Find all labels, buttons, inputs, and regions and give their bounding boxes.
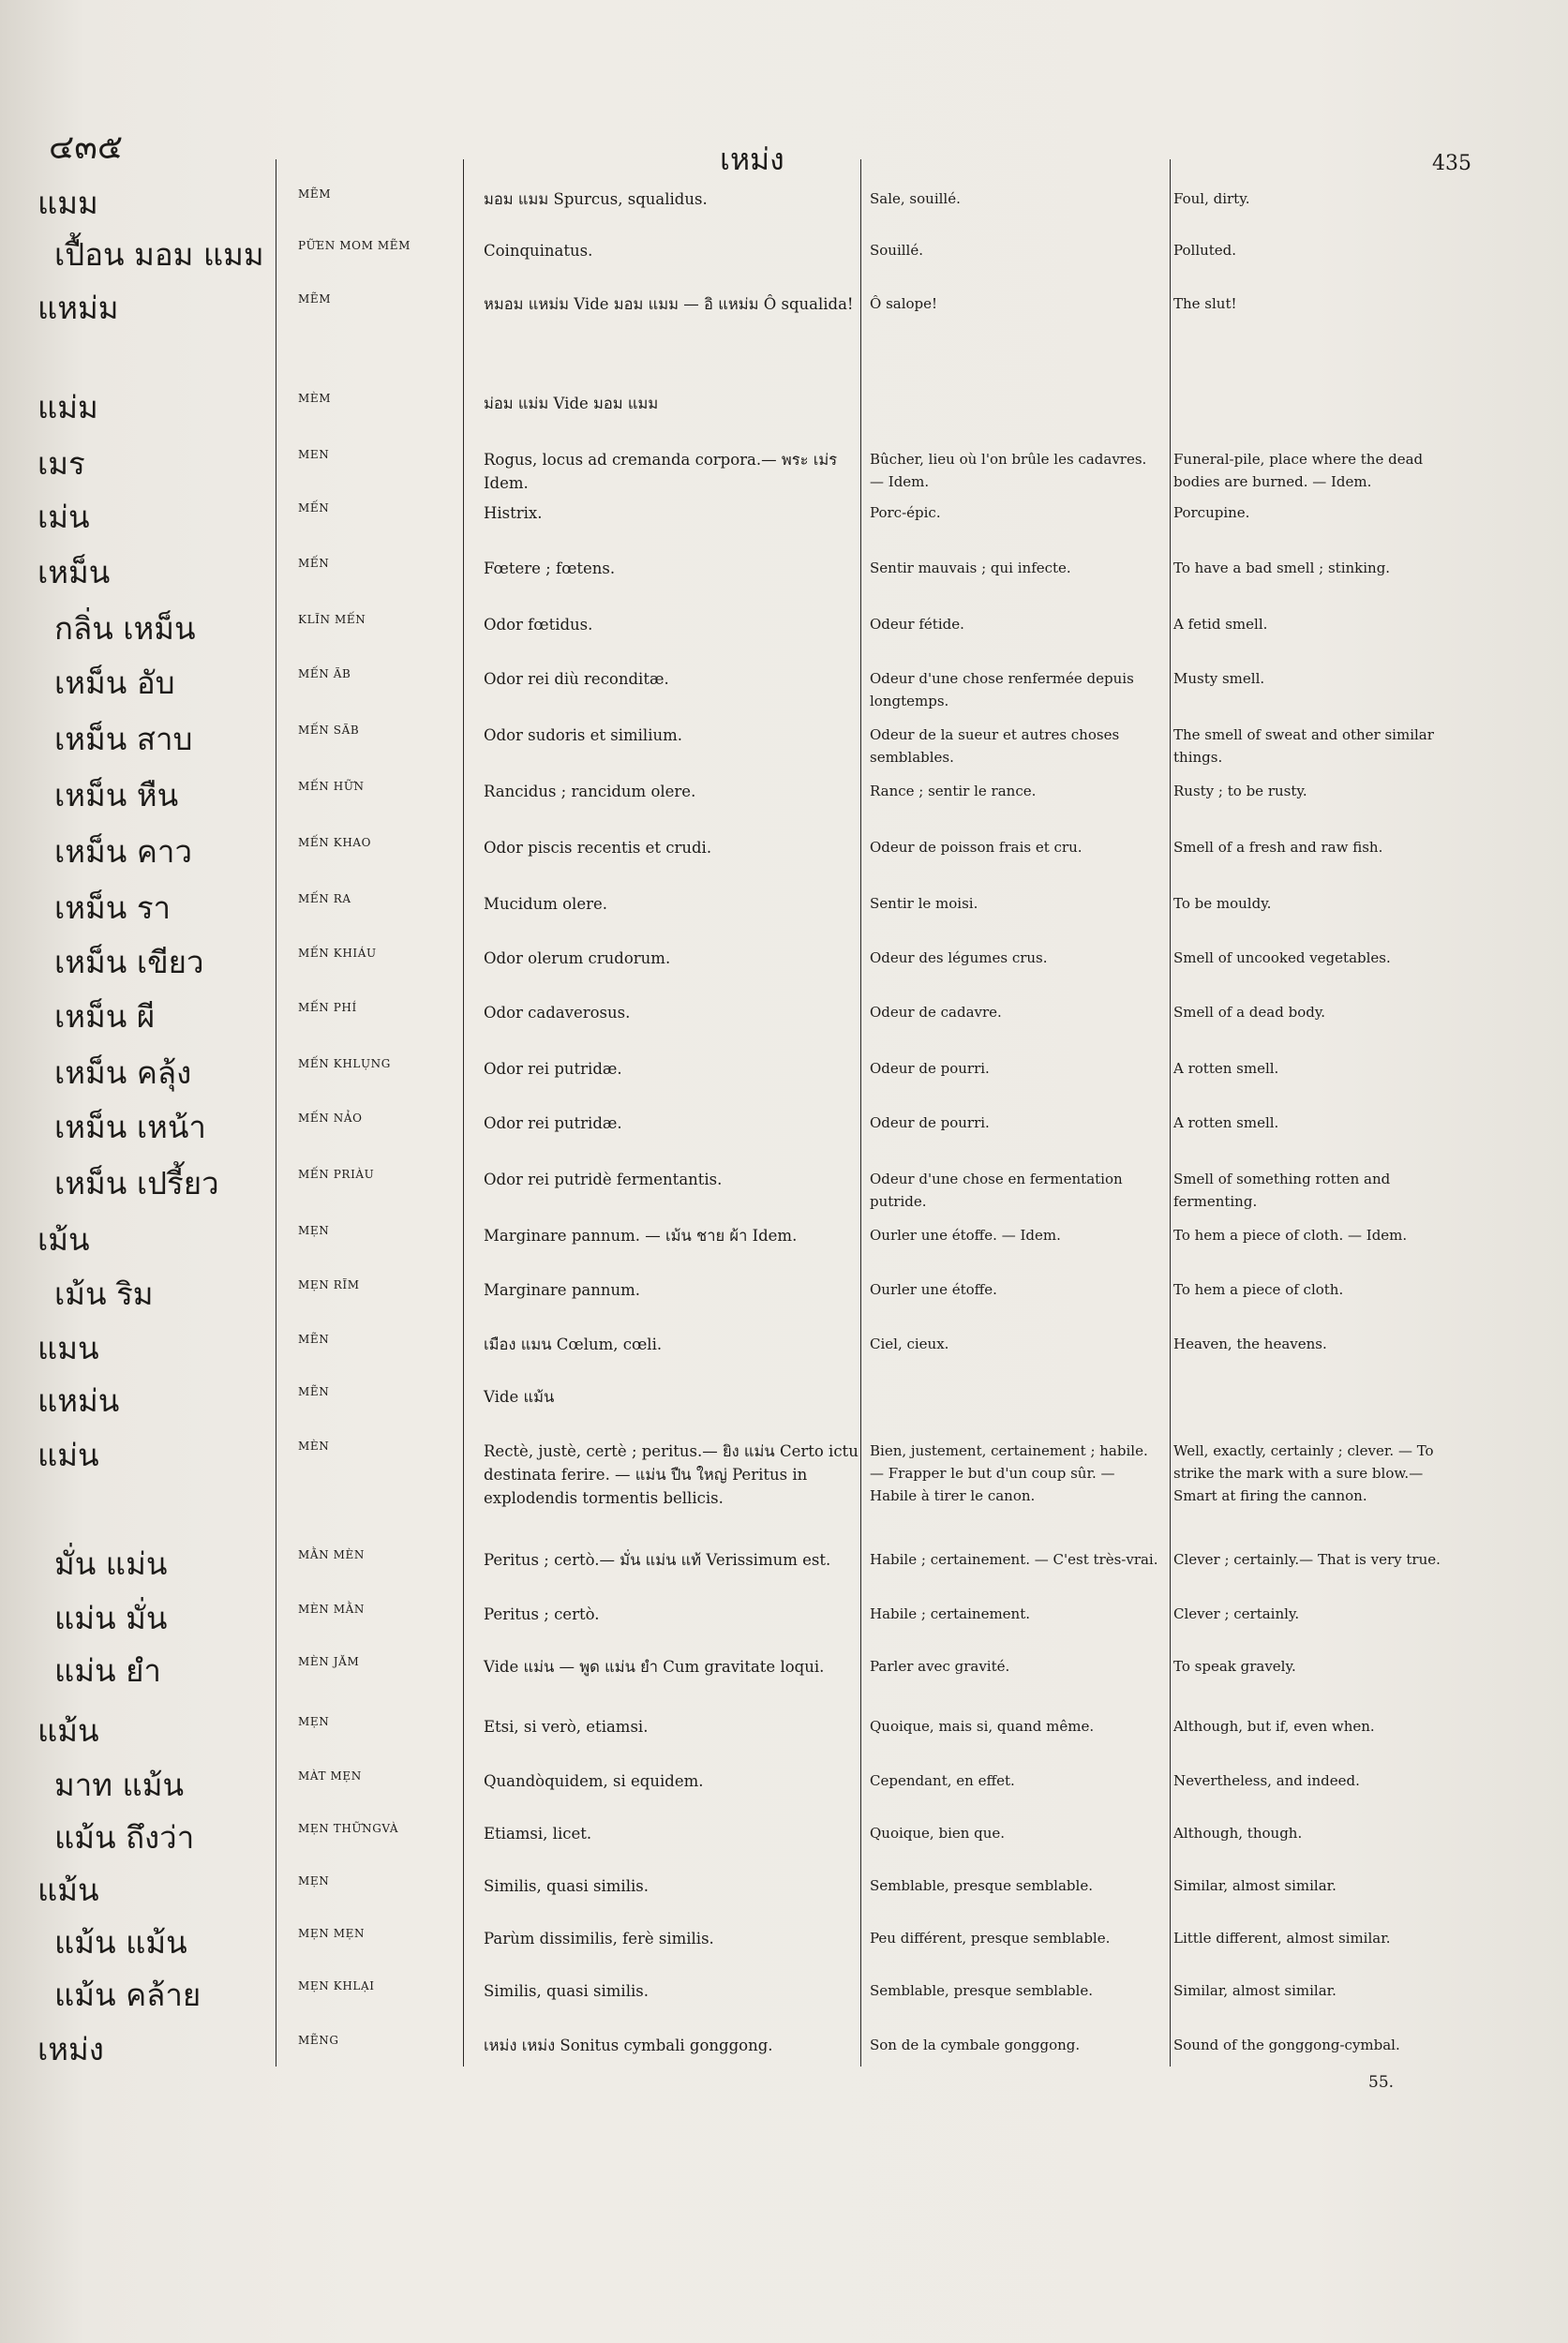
thai-headword: แม่น ยำ (54, 1652, 161, 1689)
romanization: MẾN KHIÁU (298, 947, 377, 960)
french-definition: Rance ; sentir le rance. (870, 783, 1037, 799)
latin-definition: Coinquinatus. (484, 242, 593, 260)
english-definition: Smell of a dead body. (1173, 1004, 1326, 1021)
latin-definition: มอม แมม Spurcus, squalidus. (484, 190, 708, 208)
french-definition: Sentir le moisi. (870, 895, 978, 912)
latin-definition: Odor sudoris et similium. (484, 726, 683, 744)
thai-headword: เหม่ง (37, 2031, 104, 2067)
romanization: MẼN (298, 1333, 330, 1346)
thai-headword: แม่น (37, 1437, 99, 1473)
french-definition: Ourler une étoffe. (870, 1281, 997, 1298)
french-definition: Parler avec gravité. (870, 1658, 1010, 1675)
french-definition: Bûcher, lieu où l'on brûle les cadavres. — Idem. (870, 451, 1147, 490)
latin-definition: Similis, quasi similis. (484, 1982, 649, 2000)
french-definition: Sentir mauvais ; qui infecte. (870, 560, 1071, 576)
thai-headword: แม่น มั่น (54, 1600, 168, 1636)
english-definition: Smell of something rotten and fermenting. (1173, 1171, 1391, 1210)
latin-definition: เหม่ง เหม่ง Sonitus cymbali gonggong. (484, 2037, 773, 2054)
latin-definition: Rectè, justè, certè ; peritus.— ยิง แม่น Certo ictu destinata ferire. — แม่น ปืน ใหญ่ Peritus in explodendis tormentis bellicis. (484, 1442, 859, 1507)
french-definition: Ô salope! (870, 295, 938, 312)
thai-headword: แม้น แม้น (54, 1924, 187, 1961)
latin-definition: Rogus, locus ad cremanda corpora.— พระ เม่ร Idem. (484, 451, 838, 492)
romanization: MÈN JĂM (298, 1655, 360, 1668)
latin-definition: Peritus ; certò.— มั่น แม่น แท้ Verissimum est. (484, 1551, 831, 1569)
romanization: MẾN NẢO (298, 1112, 363, 1125)
english-definition: Smell of a fresh and raw fish. (1173, 839, 1383, 856)
thai-headword: เหม็น อับ (54, 664, 175, 701)
latin-definition: หมอม แหม่ม Vide มอม แมม — อิ แหม่ม Ô squalida! (484, 295, 854, 313)
running-headword: เหม่ง (720, 142, 784, 177)
english-definition: The slut! (1173, 295, 1237, 312)
thai-headword: มาท แม้น (54, 1767, 185, 1803)
latin-definition: Odor cadaverosus. (484, 1004, 631, 1022)
thai-headword: เม่น (37, 499, 90, 535)
french-definition: Souillé. (870, 242, 924, 259)
english-definition: Rusty ; to be rusty. (1173, 783, 1307, 799)
romanization: MẾN HỮN (298, 780, 365, 793)
signature-mark: 55. (1368, 2073, 1395, 2092)
french-definition: Habile ; certainement. (870, 1605, 1030, 1622)
romanization: MÈN (298, 1440, 330, 1453)
romanization: MẸN (298, 1224, 330, 1237)
latin-definition: Vide แม้น (484, 1388, 555, 1406)
romanization: MÀT MẸN (298, 1769, 362, 1783)
latin-definition: เมือง แมน Cœlum, cœli. (484, 1336, 663, 1353)
romanization: MÈM (298, 392, 332, 405)
romanization: KLĨN MẾN (298, 613, 366, 626)
romanization: MẼM (298, 292, 332, 306)
romanization: MẸN THỮNGVÀ (298, 1822, 399, 1835)
thai-headword: มั่น แม่น (54, 1545, 168, 1582)
french-definition: Odeur des légumes crus. (870, 949, 1048, 966)
latin-definition: Odor piscis recentis et crudi. (484, 839, 712, 857)
column-divider (463, 159, 464, 2067)
thai-headword: เหม็น หืน (54, 777, 179, 813)
latin-definition: Odor rei diù reconditæ. (484, 670, 669, 688)
english-definition: Although, but if, even when. (1173, 1718, 1375, 1735)
thai-headword: เหม็น สาบ (54, 721, 193, 757)
thai-headword: เหม็น รา (54, 889, 172, 926)
romanization: MẸN MẸN (298, 1927, 366, 1940)
french-definition: Porc-épic. (870, 504, 941, 521)
romanization: MẰN MÈN (298, 1548, 366, 1561)
latin-definition: Similis, quasi similis. (484, 1877, 649, 1895)
french-definition: Cependant, en effet. (870, 1772, 1015, 1789)
english-definition: Polluted. (1173, 242, 1237, 259)
thai-headword: แมน (37, 1330, 99, 1366)
english-definition: Porcupine. (1173, 504, 1250, 521)
english-definition: A rotten smell. (1173, 1060, 1279, 1077)
thai-headword: เหม็น คลุ้ง (54, 1054, 192, 1091)
latin-definition: Odor fœtidus. (484, 616, 593, 634)
thai-headword: แม้น (37, 1872, 99, 1908)
french-definition: Odeur de pourri. (870, 1060, 990, 1077)
french-definition: Odeur de poisson frais et cru. (870, 839, 1083, 856)
romanization: MẾN RA (298, 892, 351, 905)
thai-headword: เมร (37, 445, 85, 482)
latin-definition: Rancidus ; rancidum olere. (484, 783, 696, 800)
latin-definition: Odor olerum crudorum. (484, 949, 671, 967)
french-definition: Odeur de cadavre. (870, 1004, 1002, 1021)
latin-definition: Quandòquidem, si equidem. (484, 1772, 704, 1790)
latin-definition: Marginare pannum. — เม้น ชาย ผ้า Idem. (484, 1227, 798, 1245)
latin-definition: Peritus ; certò. (484, 1605, 600, 1623)
column-divider (1170, 159, 1171, 2067)
romanization: MẸN KHLẠI (298, 1979, 375, 1992)
romanization: MẼM (298, 187, 332, 201)
thai-headword: เม้น ริม (54, 1276, 154, 1312)
latin-definition: Etsi, si verò, etiamsi. (484, 1718, 649, 1736)
romanization: MẸN RĨM (298, 1278, 360, 1291)
french-definition: Odeur fétide. (870, 616, 964, 633)
romanization: PỮEN MOM MẼM (298, 239, 411, 252)
french-definition: Peu différent, presque semblable. (870, 1930, 1111, 1947)
romanization: MẾN (298, 501, 330, 515)
romanization: MEN (298, 448, 330, 461)
latin-definition: Vide แม่น — พูด แม่น ยำ Cum gravitate loqui. (484, 1658, 825, 1676)
english-definition: To hem a piece of cloth. — Idem. (1173, 1227, 1408, 1244)
thai-headword: แหม่ม (37, 290, 119, 326)
latin-definition: Mucidum olere. (484, 895, 607, 913)
english-definition: To speak gravely. (1173, 1658, 1296, 1675)
thai-headword: แม่ม (37, 389, 98, 425)
latin-definition: Etiamsi, licet. (484, 1825, 592, 1843)
thai-headword: เหม็น คาว (54, 833, 192, 870)
english-definition: To have a bad smell ; stinking. (1173, 560, 1391, 576)
english-definition: Similar, almost similar. (1173, 1877, 1337, 1894)
french-definition: Ourler une étoffe. — Idem. (870, 1227, 1061, 1244)
latin-definition: Fœtere ; fœtens. (484, 560, 616, 577)
romanization: MẸN (298, 1874, 330, 1888)
thai-headword: เปื้อน มอม แมม (54, 236, 264, 273)
english-definition: Sound of the gonggong-cymbal. (1173, 2037, 1400, 2053)
french-definition: Ciel, cieux. (870, 1336, 949, 1352)
french-definition: Semblable, presque semblable. (870, 1982, 1093, 1999)
thai-headword: เหม็น เขียว (54, 944, 204, 980)
english-definition: Although, though. (1173, 1825, 1303, 1842)
page-number: 435 (1432, 152, 1471, 175)
romanization: MẼN (298, 1385, 330, 1398)
romanization: MẾN (298, 557, 330, 570)
thai-headword: แม้น ถึงว่า (54, 1819, 195, 1856)
thai-headword: เหม็น ผี (54, 998, 156, 1035)
english-definition: The smell of sweat and other similar things. (1173, 726, 1434, 766)
french-definition: Quoique, mais si, quand même. (870, 1718, 1095, 1735)
thai-headword: แม้น (37, 1712, 99, 1749)
english-definition: A rotten smell. (1173, 1114, 1279, 1131)
english-definition: Funeral-pile, place where the dead bodies are burned. — Idem. (1173, 451, 1424, 490)
latin-definition: ม่อม แม่ม Vide มอม แมม (484, 395, 659, 412)
latin-definition: Odor rei putridæ. (484, 1060, 622, 1078)
latin-definition: Odor rei putridæ. (484, 1114, 622, 1132)
romanization: MẾN SÃB (298, 724, 360, 737)
thai-page-number: ๔๓๕ (49, 128, 124, 167)
english-definition: Nevertheless, and indeed. (1173, 1772, 1360, 1789)
latin-definition: Odor rei putridè fermentantis. (484, 1171, 723, 1188)
french-definition: Semblable, presque semblable. (870, 1877, 1093, 1894)
thai-headword: กลิ่น เหม็น (54, 610, 196, 647)
english-definition: Smell of uncooked vegetables. (1173, 949, 1391, 966)
french-definition: Odeur d'une chose en fermentation putride. (870, 1171, 1123, 1210)
english-definition: Clever ; certainly.— That is very true. (1173, 1551, 1441, 1568)
romanization: MẼNG (298, 2034, 339, 2047)
romanization: MÈN MẰN (298, 1603, 366, 1616)
thai-headword: แมม (37, 185, 98, 221)
romanization: MẾN PRIÀU (298, 1168, 375, 1181)
romanization: MẾN KHAO (298, 836, 372, 849)
romanization: MẸN (298, 1715, 330, 1728)
thai-headword: แหม่น (37, 1382, 120, 1419)
romanization: MẾN ÃB (298, 667, 351, 680)
thai-headword: แม้น คล้าย (54, 1977, 202, 2013)
english-definition: To hem a piece of cloth. (1173, 1281, 1344, 1298)
english-definition: Clever ; certainly. (1173, 1605, 1300, 1622)
latin-definition: Histrix. (484, 504, 543, 522)
french-definition: Bien, justement, certainement ; habile. — Frapper le but d'un coup sûr. — Habile à tirer le canon. (870, 1442, 1148, 1504)
thai-headword: เหม็น เหน้า (54, 1109, 206, 1145)
thai-headword: เหม็น เปรี้ยว (54, 1165, 219, 1201)
french-definition: Odeur d'une chose renfermée depuis longtemps. (870, 670, 1134, 709)
english-definition: To be mouldy. (1173, 895, 1272, 912)
french-definition: Odeur de la sueur et autres choses semblables. (870, 726, 1120, 766)
french-definition: Habile ; certainement. — C'est très-vrai. (870, 1551, 1158, 1568)
thai-headword: เหม็น (37, 554, 111, 590)
english-definition: Little different, almost similar. (1173, 1930, 1391, 1947)
french-definition: Sale, souillé. (870, 190, 961, 207)
romanization: MẾN KHLỤNG (298, 1057, 391, 1070)
english-definition: Heaven, the heavens. (1173, 1336, 1327, 1352)
thai-headword: เม้น (37, 1221, 90, 1258)
english-definition: Well, exactly, certainly ; clever. — To strike the mark with a sure blow.— Smart at firing the cannon. (1173, 1442, 1434, 1504)
column-divider (860, 159, 861, 2067)
french-definition: Odeur de pourri. (870, 1114, 990, 1131)
french-definition: Quoique, bien que. (870, 1825, 1006, 1842)
latin-definition: Parùm dissimilis, ferè similis. (484, 1930, 714, 1948)
english-definition: Foul, dirty. (1173, 190, 1250, 207)
french-definition: Son de la cymbale gonggong. (870, 2037, 1081, 2053)
english-definition: Similar, almost similar. (1173, 1982, 1337, 1999)
english-definition: Musty smell. (1173, 670, 1265, 687)
latin-definition: Marginare pannum. (484, 1281, 640, 1299)
romanization: MẾN PHÍ (298, 1001, 357, 1014)
english-definition: A fetid smell. (1173, 616, 1268, 633)
